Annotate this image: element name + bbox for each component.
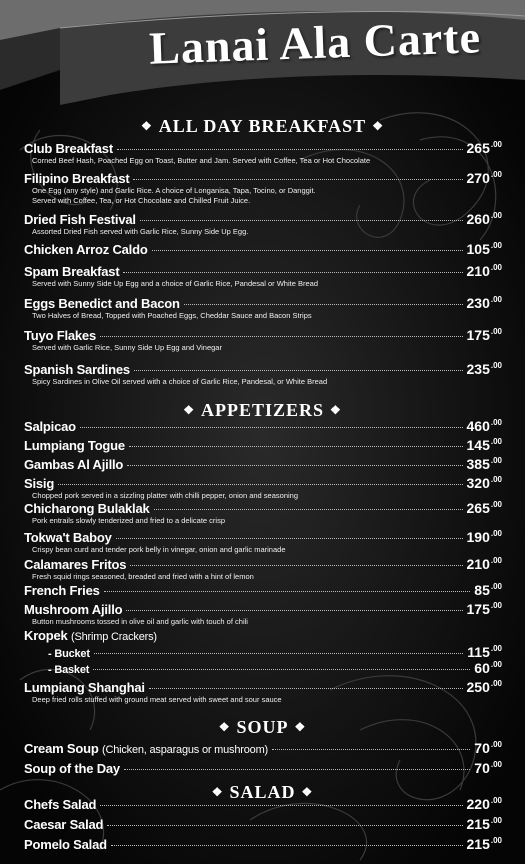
section-title-text: SOUP: [236, 717, 289, 737]
price-amount: 105: [466, 241, 490, 257]
price-cents: .00: [490, 241, 502, 250]
menu-item-name: [24, 457, 123, 472]
menu-item-price: [467, 601, 502, 617]
dotted-leader: [58, 484, 462, 485]
menu-item-row: [24, 295, 502, 311]
dotted-leader: [127, 465, 462, 466]
dotted-leader: [130, 565, 462, 566]
menu-item-name: [24, 264, 119, 279]
menu-item-price: [467, 170, 502, 186]
price-amount: 265: [466, 500, 490, 516]
menu-item: [24, 500, 502, 526]
menu-item-description: Button mushrooms tossed in olive oil and garlic with touch of chili: [32, 617, 248, 626]
menu-item: [24, 456, 502, 472]
price-cents: .00: [490, 836, 502, 845]
menu-item-price: [467, 263, 502, 279]
menu-item-name-text: Eggs Benedict and Bacon: [24, 296, 180, 311]
menu-item-name: [24, 328, 96, 343]
section-title-text: ALL DAY BREAKFAST: [158, 116, 367, 136]
menu-item-row: [24, 211, 502, 227]
menu-item-name: [24, 761, 120, 776]
menu-item-name: [48, 648, 90, 660]
menu-item-name: [24, 476, 54, 491]
price-cents: .00: [490, 500, 502, 509]
menu-item-row: [24, 628, 502, 643]
menu-item-name: [24, 530, 112, 545]
menu-item-name: [24, 602, 122, 617]
menu-item-price: [467, 140, 502, 156]
menu-item-row: [24, 679, 502, 695]
menu-item-name: [24, 797, 96, 812]
price-cents: .00: [490, 295, 502, 304]
price-cents: .00: [490, 679, 502, 688]
dotted-leader: [94, 653, 463, 654]
menu-item: [24, 601, 502, 627]
price-amount: 235: [466, 361, 490, 377]
menu-item-price: [467, 556, 502, 572]
menu-item-name-text: Salpicao: [24, 419, 76, 434]
dotted-leader: [133, 179, 462, 180]
price-amount: 175: [466, 327, 490, 343]
menu-item-name: [24, 628, 157, 643]
menu-item-name-text: Cream Soup: [24, 741, 99, 756]
price-cents: .00: [490, 529, 502, 538]
menu-item-name: [24, 438, 125, 453]
dotted-leader: [100, 805, 462, 806]
ornament-icon: ❖: [294, 720, 307, 734]
menu-item-description: Deep fried rolls stuffed with ground meat served with sweet and sour sauce: [32, 695, 282, 704]
price-cents: .00: [490, 456, 502, 465]
price-cents: .00: [490, 582, 502, 591]
dotted-leader: [140, 220, 463, 221]
menu-item-price: [467, 500, 502, 516]
menu-item-name: [24, 141, 113, 156]
menu-item-price: [467, 418, 502, 434]
menu-item-name-text: Gambas Al Ajillo: [24, 457, 124, 472]
menu-item-row: [24, 500, 502, 516]
menu-item-description: Spicy Sardines in Olive Oil served with a choice of Garlic Rice, Pandesal, or White Bread: [32, 377, 328, 386]
price-cents: .00: [490, 170, 502, 179]
menu-item-name-text: Lumpiang Shanghai: [24, 680, 145, 695]
menu-item-name-text: Sisig: [24, 476, 55, 491]
price-amount: 60: [474, 660, 490, 676]
dotted-leader: [116, 538, 463, 539]
menu-item: [24, 263, 502, 289]
menu-item: [24, 760, 502, 776]
menu-item-row: [24, 327, 502, 343]
price-amount: 215: [466, 836, 490, 852]
menu-item: [24, 556, 502, 582]
menu-item-description: Chopped pork served in a sizzling platter with chilli pepper, onion and seasoning: [32, 491, 298, 500]
menu-item-price: [467, 529, 502, 545]
menu-item-price: [467, 456, 502, 472]
menu-item-name: [24, 171, 129, 186]
menu-item-name-text: Kropek: [24, 628, 68, 643]
menu-item-row: [24, 660, 502, 676]
menu-item-description: Two Halves of Bread, Topped with Poached Eggs, Cheddar Sauce and Bacon Strips: [32, 311, 312, 320]
price-cents: .00: [490, 361, 502, 370]
price-cents: .00: [490, 475, 502, 484]
menu-item: [24, 740, 502, 756]
menu-item: [24, 582, 502, 598]
ornament-icon: ❖: [372, 119, 384, 133]
menu-item-row: [24, 836, 502, 852]
menu-item: [24, 327, 502, 353]
menu-item-description: Assorted Dried Fish served with Garlic Rice, Sunny Side Up Egg.: [32, 227, 249, 236]
price-amount: 250: [466, 679, 490, 695]
menu-item-row: [24, 556, 502, 572]
menu-item-name-text: Club Breakfast: [24, 141, 113, 156]
dotted-leader: [152, 250, 463, 251]
menu-item-name-text: Tokwa't Baboy: [24, 530, 112, 545]
menu-item-name-text: Mushroom Ajillo: [24, 602, 123, 617]
dotted-leader: [134, 370, 463, 371]
menu-item-name-text: Dried Fish Festival: [24, 212, 136, 227]
price-cents: .00: [490, 660, 502, 669]
price-amount: 85: [474, 582, 490, 598]
menu-item-price: [467, 816, 502, 832]
price-cents: .00: [490, 140, 502, 149]
section-title-text: APPETIZERS: [200, 400, 325, 420]
price-cents: .00: [490, 556, 502, 565]
menu-item-row: [24, 263, 502, 279]
menu-item-name-text: Lumpiang Togue: [24, 438, 125, 453]
menu-item-row: [24, 140, 502, 156]
menu-item-name-text: Spam Breakfast: [24, 264, 120, 279]
price-cents: .00: [490, 418, 502, 427]
price-cents: .00: [490, 437, 502, 446]
menu-item-name: [24, 741, 268, 756]
menu-item: [24, 418, 502, 434]
menu-item-name-text: Caesar Salad: [24, 817, 104, 832]
menu-item-price: [467, 796, 502, 812]
menu-item-price: [474, 582, 502, 598]
menu-item-row: [24, 644, 502, 660]
menu-item: [24, 796, 502, 812]
menu-item-name: [24, 362, 130, 377]
menu-item-name: [24, 296, 180, 311]
menu-item: [24, 437, 502, 453]
menu-item-description: Fresh squid rings seasoned, breaded and fried with a hint of lemon: [32, 572, 254, 581]
menu-item-price: [467, 836, 502, 852]
menu-item: [24, 295, 502, 321]
menu-item-name: [24, 557, 126, 572]
menu-item-name-text: - Bucket: [48, 648, 90, 660]
menu-item-price: [467, 361, 502, 377]
menu-item: [24, 475, 502, 501]
menu-item-description: Pork entrails slowly tenderized and fried to a delicate crisp: [32, 516, 226, 525]
dotted-leader: [129, 446, 463, 447]
menu-item-row: [24, 437, 502, 453]
menu-item-row: [24, 529, 502, 545]
menu-item-price: [467, 211, 502, 227]
price-amount: 115: [467, 644, 490, 660]
menu-item-row: [24, 475, 502, 491]
menu-item: [24, 628, 502, 643]
menu-item-note: (Shrimp Crackers): [71, 631, 157, 643]
menu-item: [24, 140, 502, 166]
price-amount: 175: [466, 601, 490, 617]
menu-item-row: [24, 796, 502, 812]
menu-item-name-text: Soup of the Day: [24, 761, 120, 776]
menu-item-price: [474, 760, 502, 776]
price-amount: 220: [466, 796, 490, 812]
menu-item-description: One Egg (any style) and Garlic Rice. A choice of Longanisa, Tapa, Tocino, or Danggit.: [32, 186, 316, 195]
menu-item-name-text: Chefs Salad: [24, 797, 97, 812]
menu-item-price: [467, 475, 502, 491]
menu-item-price: [467, 679, 502, 695]
ornament-icon: ❖: [141, 119, 153, 133]
price-cents: .00: [490, 644, 502, 653]
dotted-leader: [111, 845, 463, 846]
dotted-leader: [272, 749, 470, 750]
menu-item-name-text: Chicken Arroz Caldo: [24, 242, 148, 257]
dotted-leader: [149, 688, 463, 689]
menu-item-name-text: Chicharong Bulaklak: [24, 501, 150, 516]
menu-item-name: [24, 583, 100, 598]
menu-item-name: [24, 212, 136, 227]
ornament-icon: ❖: [301, 785, 314, 799]
menu-item-name: [24, 817, 103, 832]
price-cents: .00: [490, 211, 502, 220]
menu-item-row: [24, 418, 502, 434]
menu-item-price: [467, 644, 502, 660]
menu-item: [24, 241, 502, 257]
menu-item-price: [467, 295, 502, 311]
menu-item-name-text: French Fries: [24, 583, 100, 598]
price-cents: .00: [490, 740, 502, 749]
price-amount: 270: [466, 170, 490, 186]
ornament-icon: ❖: [330, 403, 342, 417]
dotted-leader: [117, 149, 463, 150]
menu-item-price: [467, 327, 502, 343]
menu-item-row: [24, 241, 502, 257]
menu-item: [24, 170, 502, 205]
dotted-leader: [100, 336, 463, 337]
price-amount: 265: [466, 140, 490, 156]
menu-item-name: [24, 837, 107, 852]
menu-item-name-text: Tuyo Flakes: [24, 328, 96, 343]
menu-item-name-text: Spanish Sardines: [24, 362, 130, 377]
menu-item-name-text: Calamares Fritos: [24, 557, 127, 572]
menu-item-price: [467, 437, 502, 453]
ornament-icon: ❖: [211, 785, 224, 799]
dotted-leader: [126, 610, 462, 611]
menu-item-name-text: Pomelo Salad: [24, 837, 107, 852]
menu-item-description: Served with Sunny Side Up Egg and a choice of Garlic Rice, Pandesal or White Bread: [32, 279, 318, 288]
menu-item-description: Served with Coffee, Tea, or Hot Chocolate and Chilled Fruit Juice.: [32, 195, 251, 205]
menu-item-name: [48, 664, 89, 676]
menu-item-row: [24, 361, 502, 377]
menu-item-name: [24, 680, 145, 695]
menu-item-name-text: Filipino Breakfast: [24, 171, 130, 186]
menu-item-row: [24, 740, 502, 756]
dotted-leader: [93, 669, 470, 670]
menu-item-price: [474, 740, 502, 756]
dotted-leader: [123, 272, 462, 273]
menu-item-description: Corned Beef Hash, Poached Egg on Toast, Butter and Jam. Served with Coffee, Tea or Hot Chocolate: [32, 156, 371, 165]
price-amount: 460: [466, 418, 490, 434]
dotted-leader: [107, 825, 462, 826]
price-cents: .00: [490, 601, 502, 610]
menu-item-name-text: - Basket: [48, 664, 90, 676]
menu-item: [24, 679, 502, 705]
menu-title: Lanai Ala Carte: [148, 11, 482, 74]
price-cents: .00: [490, 796, 502, 805]
menu-item-note: (Chicken, asparagus or mushroom): [102, 744, 269, 756]
menu-item-name: [24, 419, 76, 434]
menu-item-row: [24, 456, 502, 472]
menu-item: [24, 816, 502, 832]
price-amount: 70: [474, 760, 490, 776]
menu-item: [24, 836, 502, 852]
menu-item-row: [24, 582, 502, 598]
menu-item-row: [24, 170, 502, 186]
menu-item-price: [474, 660, 502, 676]
section-title-breakfast: [0, 116, 525, 137]
menu-item: [24, 211, 502, 237]
ornament-icon: ❖: [183, 403, 195, 417]
section-title-soup: [0, 717, 525, 738]
menu-item-price: [467, 241, 502, 257]
price-amount: 210: [466, 263, 490, 279]
price-amount: 385: [466, 456, 490, 472]
menu-item: [24, 660, 502, 676]
menu-item-name: [24, 242, 148, 257]
menu-item: [24, 644, 502, 660]
price-cents: .00: [490, 760, 502, 769]
dotted-leader: [124, 769, 470, 770]
price-amount: 210: [466, 556, 490, 572]
menu-item-description: Crispy bean curd and tender pork belly in vinegar, onion and garlic marinade: [32, 545, 286, 554]
price-cents: .00: [490, 263, 502, 272]
price-amount: 215: [466, 816, 490, 832]
price-amount: 70: [474, 740, 490, 756]
menu-item-row: [24, 760, 502, 776]
dotted-leader: [154, 509, 463, 510]
price-amount: 230: [466, 295, 490, 311]
price-cents: .00: [490, 327, 502, 336]
section-title-text: SALAD: [229, 782, 296, 802]
menu-item: [24, 361, 502, 387]
price-amount: 320: [466, 475, 490, 491]
price-cents: .00: [490, 816, 502, 825]
dotted-leader: [104, 591, 471, 592]
price-amount: 190: [466, 529, 490, 545]
dotted-leader: [184, 304, 463, 305]
menu-item-row: [24, 816, 502, 832]
price-amount: 145: [466, 437, 490, 453]
dotted-leader: [80, 427, 463, 428]
menu-item-row: [24, 601, 502, 617]
menu-item-name: [24, 501, 150, 516]
price-amount: 260: [466, 211, 490, 227]
menu-item-description: Served with Garlic Rice, Sunny Side Up Egg and Vinegar: [32, 343, 222, 352]
ornament-icon: ❖: [218, 720, 231, 734]
menu-item: [24, 529, 502, 555]
